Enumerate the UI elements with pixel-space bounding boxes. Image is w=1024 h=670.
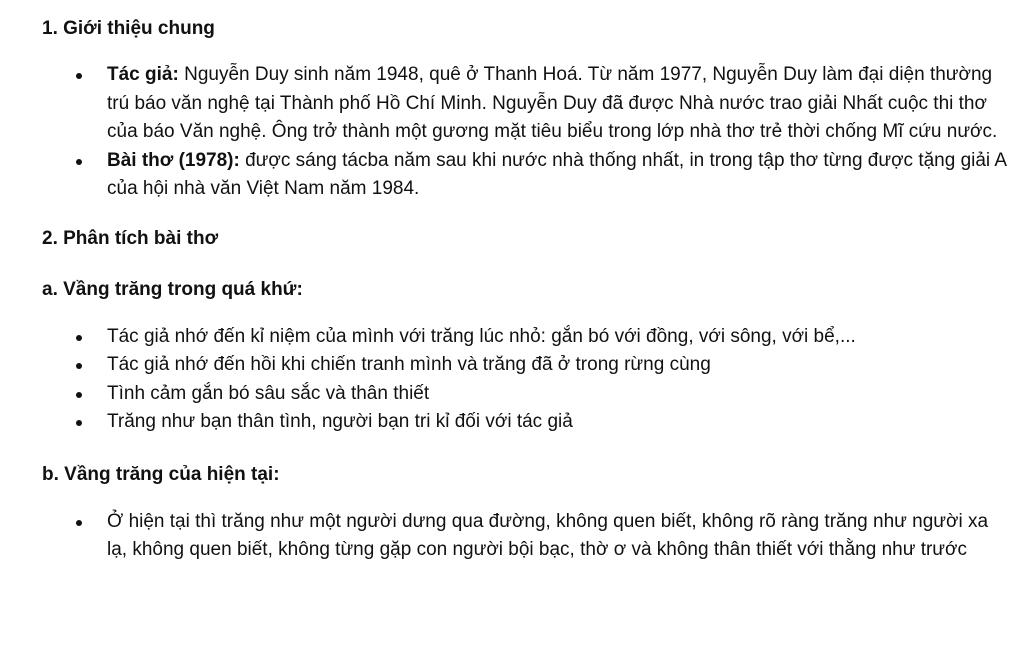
bullet-icon: [76, 420, 82, 426]
section-heading-analysis: 2. Phân tích bài thơ: [42, 227, 219, 249]
item-text: Trăng như bạn thân tình, người bạn tri kỉ đối với tác giả: [107, 411, 573, 432]
item-label: Bài thơ (1978):: [107, 149, 240, 171]
subsection-heading-present: b. Vầng trăng của hiện tại:: [42, 463, 280, 485]
introduction-list: [42, 61, 1008, 204]
section-heading-introduction: 1. Giới thiệu chung: [42, 18, 215, 39]
item-text: Tác giả nhớ đến kỉ niệm của mình với trăng lúc nhỏ: gắn bó với đồng, với sông, với bể,...: [107, 325, 856, 347]
list-item: [42, 323, 1008, 352]
bullet-icon: [76, 392, 82, 398]
item-text: Ở hiện tại thì trăng như một người dưng qua đường, không quen biết, không rõ ràng trăng như người xa lạ, không quen biết, không từng gặp con người bội bạc, thờ ơ và không thân thiết với thằng như trước: [107, 510, 989, 560]
bullet-icon: [76, 335, 82, 341]
past-moon-list: [42, 323, 1008, 437]
bullet-icon: [76, 159, 82, 165]
list-item: [42, 351, 1008, 380]
item-label: Tác giả:: [107, 64, 179, 85]
list-item-author: [42, 61, 1008, 147]
item-text: Tình cảm gắn bó sâu sắc và thân thiết: [107, 382, 430, 404]
list-item: [42, 380, 1008, 409]
list-item: [42, 408, 1008, 437]
item-text: Nguyễn Duy sinh năm 1948, quê ở Thanh Hoá. Từ năm 1977, Nguyễn Duy làm đại diện thường trú báo văn nghệ tại Thành phố Hồ Chí Minh. Nguyễn Duy đã được Nhà nước trao giải Nhất cuộc thi thơ của báo Văn nghệ. Ông trở thành một gương mặt tiêu biểu trong lớp nhà thơ trẻ thời chống Mĩ cứu nước.: [107, 64, 998, 142]
item-text: Tác giả nhớ đến hồi khi chiến tranh mình và trăng đã ở trong rừng cùng: [107, 354, 711, 375]
list-item-poem: [42, 147, 1008, 204]
present-moon-list: [42, 508, 1008, 565]
list-item: [42, 508, 1008, 565]
bullet-icon: [76, 363, 82, 369]
subsection-heading-past: a. Vầng trăng trong quá khứ:: [42, 278, 303, 300]
bullet-icon: [76, 73, 82, 79]
bullet-icon: [76, 520, 82, 526]
item-text: được sáng tácba năm sau khi nước nhà thống nhất, in trong tập thơ từng được tặng giải A của hội nhà văn Việt Nam năm 1984.: [107, 149, 1007, 199]
